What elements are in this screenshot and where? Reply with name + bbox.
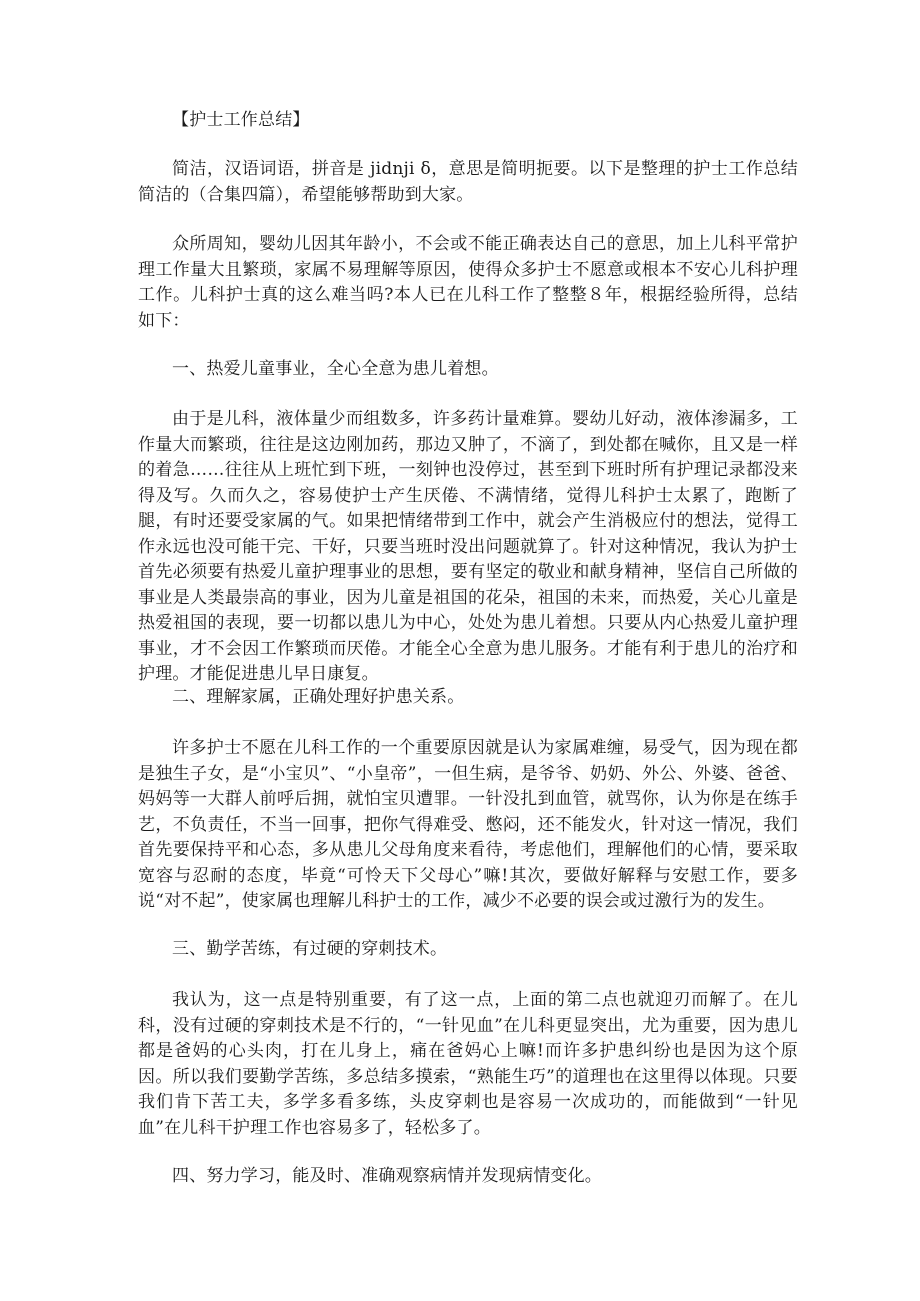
paragraph-3: 许多护士不愿在儿科工作的一个重要原因就是认为家属难缠，易受气，因为现在都是独生子女，是“小宝贝”、“小皇帝”，一但生病，是爷爷、奶奶、外公、外婆、爸爸、妈妈等一大群人前呼后拥，就怕宝贝遭罪。一针没扎到血管，就骂你，认为你是在练手艺，不负责任，不当一回事，把你气得难受、憋闷，还不能发火，针对这一情况，我们首先要保持平和心态，多从患儿父母角度来看待，考虑他们，理解他们的心情，要采取宽容与忍耐的态度，毕竟“可怜天下父母心”嘛!其次，要做好解释与安慰工作，要多说“对不起”，使家属也理解儿科护士的工作，减少不必要的误会或过激行为的发生。 (138, 738, 798, 911)
paragraph-4: 我认为，这一点是特别重要，有了这一点，上面的第二点也就迎刃而解了。在儿科，没有过硬的穿刺技术是不行的，“一针见血”在儿科更显突出，尤为重要，因为患儿都是爸妈的心头肉，打在儿身上，痛在爸妈心上嘛!而许多护患纠纷也是因为这个原因。所以我们要勤学苦练，多总结多摸索，“熟能生巧”的道理也在这里得以体现。只要我们肯下苦工夫，多学多看多练，头皮穿刺也是容易一次成功的，而能做到“一针见血”在儿科干护理工作也容易多了，轻松多了。 (138, 990, 798, 1138)
paragraph-2: 由于是儿科，液体量少而组数多，许多药计量难算。婴幼儿好动，液体渗漏多，工作量大而繁琐，往往是这边刚加药，那边又肿了，不滴了，到处都在喊你，且又是一样的着急……往往从上班忙到下班，一刻钟也没停过，甚至到下班时所有护理记录都没来得及写。久而久之，容易使护士产生厌倦、不满情绪，觉得儿科护士太累了，跑断了腿，有时还要受家属的气。如果把情绪带到工作中，就会产生消极应付的想法，觉得工作永远也没可能干完、干好，只要当班时没出问题就算了。针对这种情况，我认为护士首先必须要有热爱儿童护理事业的思想，要有坚定的敬业和献身精神，坚信自己所做的事业是人类最崇高的事业，因为儿童是祖国的花朵，祖国的未来，而热爱，关心儿童是热爱祖国的表现，要一切都以患儿为中心，处处为患儿着想。只要从内心热爱儿童护理事业，才不会因工作繁琐而厌倦。才能全心全意为患儿服务。才能有利于患儿的治疗和护理。才能促进患儿早日康复。 (138, 409, 798, 684)
section-heading-4: 四、努力学习，能及时、准确观察病情并发现病情变化。 (172, 1166, 602, 1186)
section-heading-1: 一、热爱儿童事业，全心全意为患儿着想。 (172, 359, 499, 379)
paragraph-1: 众所周知，婴幼儿因其年龄小，不会或不能正确表达自己的意思，加上儿科平常护理工作量大且繁琐，家属不易理解等原因，使得众多护士不愿意或根本不安心儿科护理工作。儿科护士真的这么难当吗?本人已在儿科工作了整整８年，根据经验所得，总结如下： (138, 234, 798, 331)
section-heading-2: 二、理解家属，正确处理好护患关系。 (172, 687, 465, 707)
section-heading-3: 三、勤学苦练，有过硬的穿刺技术。 (172, 939, 448, 959)
intro-paragraph: 简洁，汉语词语，拼音是 jidnji δ，意思是简明扼要。以下是整理的护士工作总结简洁的（合集四篇），希望能够帮助到大家。 (138, 159, 798, 205)
document-title: 【护士工作总结】 (172, 110, 310, 130)
